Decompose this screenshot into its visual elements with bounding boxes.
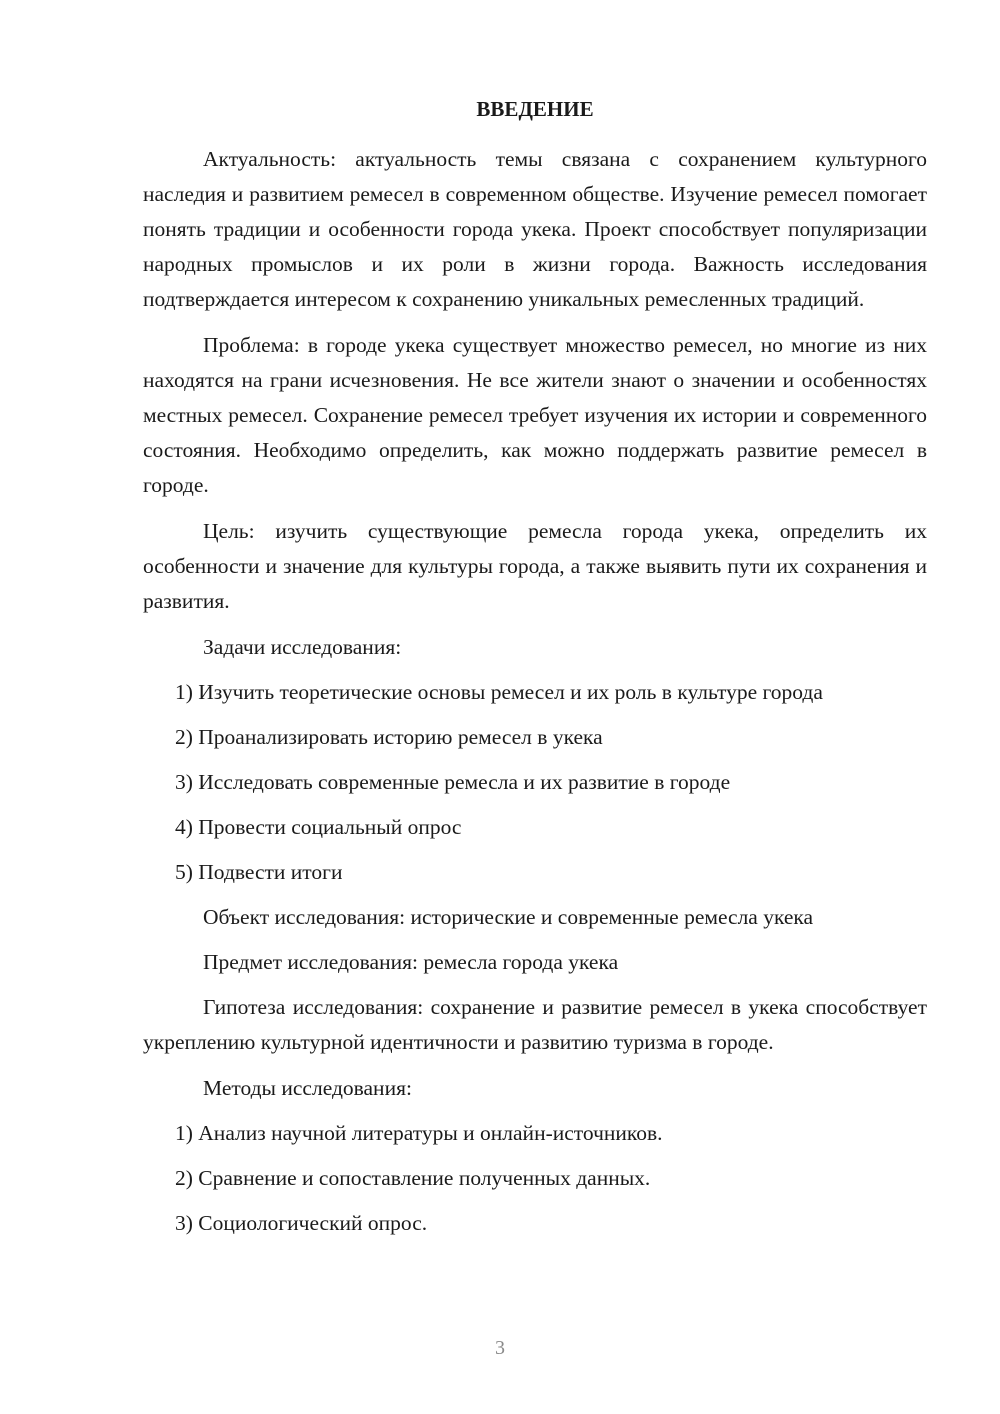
list-item: 1) Анализ научной литературы и онлайн-источников.	[175, 1121, 663, 1145]
subject-paragraph: Предмет исследования: ремесла города укека	[203, 950, 619, 974]
list-item: 2) Сравнение и сопоставление полученных данных.	[175, 1166, 651, 1190]
methods-list	[143, 1116, 927, 1241]
list-item: 3) Исследовать современные ремесла и их развитие в городе	[175, 770, 731, 794]
list-item: 3) Социологический опрос.	[175, 1211, 428, 1235]
tasks-list	[143, 675, 927, 890]
hypothesis-paragraph: Гипотеза исследования: сохранение и развитие ремесел в укека способствует укреплению культурной идентичности и развитию туризма в городе.	[143, 995, 927, 1054]
relevance-paragraph: Актуальность: актуальность темы связана с сохранением культурного наследия и развитием ремесел в современном обществе. Изучение ремесел помогает понять традиции и особенности города укека. Проект способствует популяризации народных промыслов и их роли в жизни города. Важность исследования подтверждается интересом к сохранению уникальных ремесленных традиций.	[143, 147, 927, 311]
object-paragraph: Объект исследования: исторические и современные ремесла укека	[203, 905, 814, 929]
list-item: 2) Проанализировать историю ремесел в укека	[175, 725, 603, 749]
list-item: 1) Изучить теоретические основы ремесел и их роль в культуре города	[175, 680, 823, 704]
problem-paragraph: Проблема: в городе укека существует множество ремесел, но многие из них находятся на грани исчезновения. Не все жители знают о значении и особенностях местных ремесел. Сохранение ремесел требует изучения их истории и современного состояния. Необходимо определить, как можно поддержать развитие ремесел в городе.	[143, 333, 927, 497]
page-number: 3	[495, 1337, 505, 1359]
list-item: 4) Провести социальный опрос	[175, 815, 462, 839]
methods-heading: Методы исследования:	[203, 1076, 412, 1100]
section-title: ВВЕДЕНИЕ	[476, 97, 594, 121]
tasks-heading: Задачи исследования:	[203, 635, 402, 659]
list-item: 5) Подвести итоги	[175, 860, 343, 884]
document-page	[143, 92, 927, 1251]
goal-paragraph: Цель: изучить существующие ремесла города укека, определить их особенности и значение для культуры города, а также выявить пути их сохранения и развития.	[143, 519, 927, 613]
